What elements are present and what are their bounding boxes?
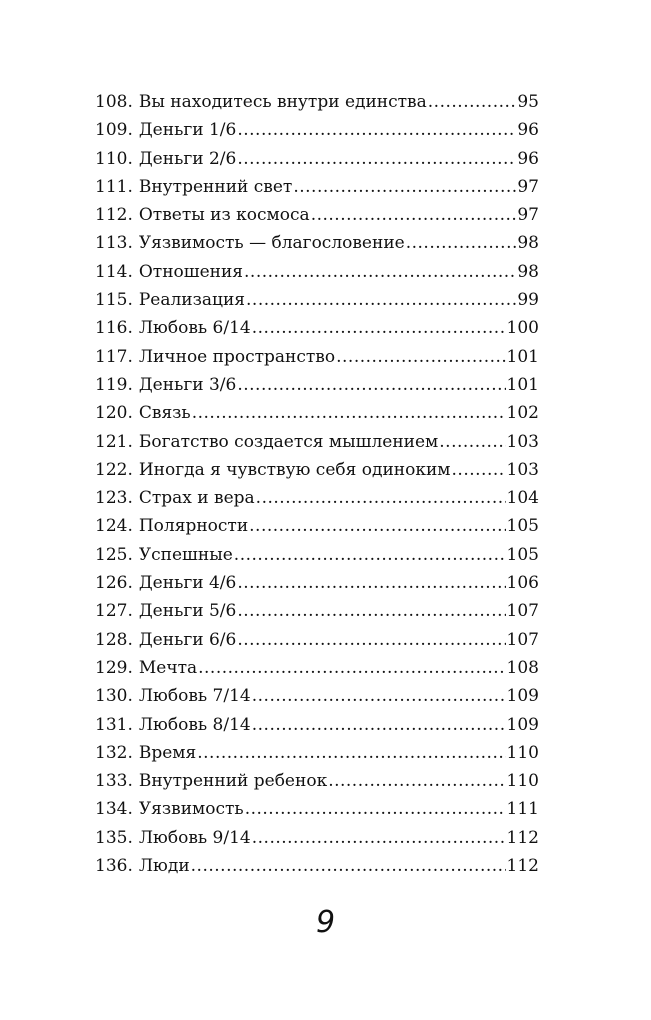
dot-leader <box>252 711 506 739</box>
toc-entry-page: 97 <box>517 176 539 197</box>
toc-entry-number: 119. <box>95 374 133 395</box>
toc-entry <box>95 682 539 710</box>
toc-entry <box>95 541 539 569</box>
toc-entry-number: 123. <box>95 488 133 509</box>
toc-entry-title: Отношения <box>138 261 244 282</box>
toc-entry-title: Время <box>138 742 197 763</box>
toc-entry-number: 126. <box>95 573 133 594</box>
toc-entry <box>95 173 539 201</box>
toc-entry-number: 109. <box>95 120 133 141</box>
dot-leader <box>452 456 506 484</box>
toc-entry <box>95 116 539 144</box>
toc-entry-page: 111 <box>506 799 539 820</box>
toc-entry <box>95 229 539 257</box>
toc-entry <box>95 597 539 625</box>
toc-entry-page: 106 <box>506 573 539 594</box>
dot-leader <box>311 201 517 229</box>
toc-entry-title: Деньги 2/6 <box>138 148 237 169</box>
toc-entry-page: 101 <box>506 374 539 395</box>
dot-leader <box>252 824 506 852</box>
toc-entry-title: Богатство создается мышлением <box>138 431 439 452</box>
toc-entry-title: Деньги 5/6 <box>138 601 237 622</box>
toc-entry-number: 133. <box>95 771 133 792</box>
toc-entry-title: Страх и вера <box>138 488 255 509</box>
toc-entry-page: 104 <box>506 488 539 509</box>
toc-entry-page: 107 <box>506 629 539 650</box>
toc-entry-title: Деньги 6/6 <box>138 629 237 650</box>
toc-entry-title: Ответы из космоса <box>138 205 310 226</box>
toc-entry-page: 108 <box>506 657 539 678</box>
dot-leader <box>252 314 506 342</box>
toc-entry-title: Деньги 3/6 <box>138 374 237 395</box>
toc-entry-number: 117. <box>95 346 133 367</box>
toc-entry <box>95 286 539 314</box>
dot-leader <box>234 541 506 569</box>
toc-entry-title: Вы находитесь внутри единства <box>138 92 427 112</box>
toc-entry-page: 103 <box>506 459 539 480</box>
dot-leader <box>237 597 505 625</box>
toc-entry-page: 112 <box>506 856 539 877</box>
toc-entry-number: 114. <box>95 261 133 282</box>
dot-leader <box>237 371 505 399</box>
toc-entry-number: 108. <box>95 92 133 112</box>
toc-entry-page: 109 <box>506 686 539 707</box>
toc-entry-title: Связь <box>138 403 191 424</box>
dot-leader <box>192 399 506 427</box>
dot-leader <box>237 569 505 597</box>
toc-entry-number: 135. <box>95 827 133 848</box>
toc-entry-title: Внутренний свет <box>138 176 293 197</box>
dot-leader <box>237 145 516 173</box>
toc-entry-page: 112 <box>506 827 539 848</box>
page-number: 9 <box>315 905 336 940</box>
toc-entry-page: 102 <box>506 403 539 424</box>
toc-entry-page: 96 <box>517 148 539 169</box>
toc-entry-number: 127. <box>95 601 133 622</box>
dot-leader <box>197 739 505 767</box>
toc-entry <box>95 512 539 540</box>
toc-entry-page: 99 <box>517 290 539 311</box>
toc-entry <box>95 767 539 795</box>
toc-entry-title: Любовь 9/14 <box>138 827 251 848</box>
toc-entry <box>95 201 539 229</box>
toc-entry-number: 111. <box>95 176 133 197</box>
toc-entry-title: Успешные <box>138 544 233 565</box>
toc-entry <box>95 343 539 371</box>
toc-entry-number: 113. <box>95 233 133 254</box>
toc-entry-number: 125. <box>95 544 133 565</box>
toc-entry-title: Деньги 4/6 <box>138 573 237 594</box>
toc-entry-page: 96 <box>517 120 539 141</box>
toc-entry-page: 98 <box>517 233 539 254</box>
toc-entry-number: 124. <box>95 516 133 537</box>
toc-entry-page: 95 <box>517 92 539 112</box>
toc-entry-number: 112. <box>95 205 133 226</box>
toc-entry-title: Любовь 8/14 <box>138 714 251 735</box>
toc-entry <box>95 399 539 427</box>
toc-entry <box>95 795 539 823</box>
toc-entry-page: 97 <box>517 205 539 226</box>
toc-entry-number: 128. <box>95 629 133 650</box>
toc-entry <box>95 371 539 399</box>
toc-entry-title: Уязвимость — благословение <box>138 233 405 254</box>
toc-entry-title: Внутренний ребенок <box>138 771 328 792</box>
toc-entry <box>95 314 539 342</box>
toc-entry <box>95 88 539 116</box>
toc-entry-title: Уязвимость <box>138 799 244 820</box>
dot-leader <box>249 512 505 540</box>
toc-entry-title: Любовь 7/14 <box>138 686 251 707</box>
toc-entry-number: 134. <box>95 799 133 820</box>
dot-leader <box>246 286 516 314</box>
toc-entry-title: Полярности <box>138 516 249 537</box>
dot-leader <box>244 258 516 286</box>
dot-leader <box>293 173 516 201</box>
toc-entry-title: Мечта <box>138 657 198 678</box>
toc-entry-page: 103 <box>506 431 539 452</box>
toc-entry <box>95 654 539 682</box>
toc-entry-number: 120. <box>95 403 133 424</box>
toc-entry-title: Деньги 1/6 <box>138 120 237 141</box>
toc-entry-number: 116. <box>95 318 133 339</box>
toc-entry-number: 130. <box>95 686 133 707</box>
toc-entry-title: Люди <box>138 856 190 877</box>
toc-entry-title: Любовь 6/14 <box>138 318 251 339</box>
toc-entry-number: 132. <box>95 742 133 763</box>
toc-entry-page: 101 <box>506 346 539 367</box>
toc-entry <box>95 484 539 512</box>
toc-entry-number: 129. <box>95 657 133 678</box>
toc-entry-number: 110. <box>95 148 133 169</box>
dot-leader <box>256 484 506 512</box>
toc-entry <box>95 258 539 286</box>
toc-entry <box>95 711 539 739</box>
toc-entry-page: 105 <box>506 516 539 537</box>
toc-entry <box>95 852 539 880</box>
dot-leader <box>439 428 505 456</box>
dot-leader <box>198 654 505 682</box>
table-of-contents <box>95 88 539 880</box>
toc-entry-page: 105 <box>506 544 539 565</box>
dot-leader <box>406 229 517 257</box>
dot-leader <box>191 852 506 880</box>
toc-entry-number: 131. <box>95 714 133 735</box>
toc-entry-number: 136. <box>95 856 133 877</box>
toc-entry-page: 109 <box>506 714 539 735</box>
toc-entry <box>95 456 539 484</box>
toc-entry-title: Реализация <box>138 290 246 311</box>
toc-entry-page: 110 <box>506 771 539 792</box>
dot-leader <box>328 767 505 795</box>
dot-leader <box>237 626 505 654</box>
dot-leader <box>336 343 505 371</box>
toc-entry <box>95 739 539 767</box>
toc-entry-page: 107 <box>506 601 539 622</box>
toc-entry-page: 100 <box>506 318 539 339</box>
toc-entry <box>95 824 539 852</box>
dot-leader <box>252 682 506 710</box>
toc-entry-number: 121. <box>95 431 133 452</box>
toc-entry-number: 115. <box>95 290 133 311</box>
dot-leader <box>428 88 517 116</box>
toc-entry <box>95 428 539 456</box>
toc-entry-page: 110 <box>506 742 539 763</box>
toc-entry <box>95 569 539 597</box>
dot-leader <box>237 116 516 144</box>
toc-entry <box>95 626 539 654</box>
toc-entry <box>95 145 539 173</box>
toc-entry-page: 98 <box>517 261 539 282</box>
toc-entry-number: 122. <box>95 459 133 480</box>
toc-entry-title: Иногда я чувствую себя одиноким <box>138 459 451 480</box>
dot-leader <box>245 795 506 823</box>
toc-entry-title: Личное пространство <box>138 346 336 367</box>
